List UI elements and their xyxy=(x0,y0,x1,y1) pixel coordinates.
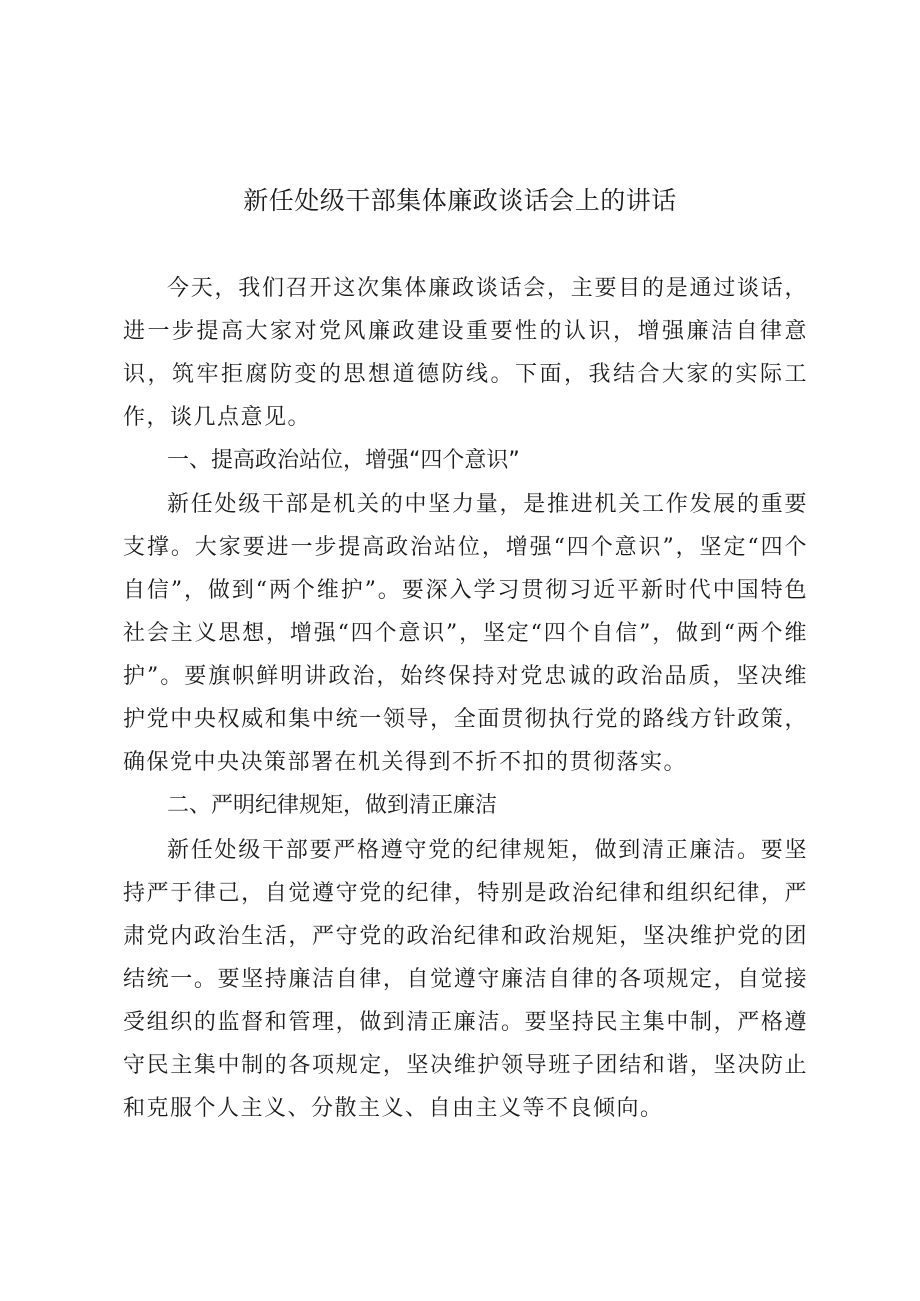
document-title: 新任处级干部集体廉政谈话会上的讲话 xyxy=(243,186,677,215)
section-heading-1: 一、提高政治站位，增强“四个意识” xyxy=(167,448,520,473)
section-body-2: 新任处级干部要严格遵守党的纪律规矩，做到清正廉洁。要坚持严于律己，自觉遵守党的纪律，特别是政治纪律和组织纪律，严肃党内政治生活，严守党的政治纪律和政治规矩，坚决维护党的团结统一。要坚持廉洁自律，自觉遵守廉洁自律的各项规定，自觉接受组织的监督和管理，做到清正廉洁。要坚持民主集中制，严格遵守民主集中制的各项规定，坚决维护领导班子团结和谐，坚决防止和克服个人主义、分散主义、自由主义等不良倾向。 xyxy=(123,838,808,1121)
intro-paragraph: 今天，我们召开这次集体廉政谈话会，主要目的是通过谈话，进一步提高大家对党风廉政建设重要性的认识，增强廉洁自律意识，筑牢拒腐防变的思想道德防线。下面，我结合大家的实际工作，谈几点意见。 xyxy=(123,276,808,430)
section-heading-2: 二、严明纪律规矩，做到清正廉洁 xyxy=(167,793,498,818)
section-body-1: 新任处级干部是机关的中坚力量，是推进机关工作发展的重要支撑。大家要进一步提高政治站位，增强“四个意识”，坚定“四个自信”，做到“两个维护”。要深入学习贯彻习近平新时代中国特色社会主义思想，增强“四个意识”，坚定“四个自信”，做到“两个维护”。要旗帜鲜明讲政治，始终保持对党忠诚的政治品质，坚决维护党中央权威和集中统一领导，全面贯彻执行党的路线方针政策，确保党中央决策部署在机关得到不折不扣的贯彻落实。 xyxy=(123,492,808,775)
